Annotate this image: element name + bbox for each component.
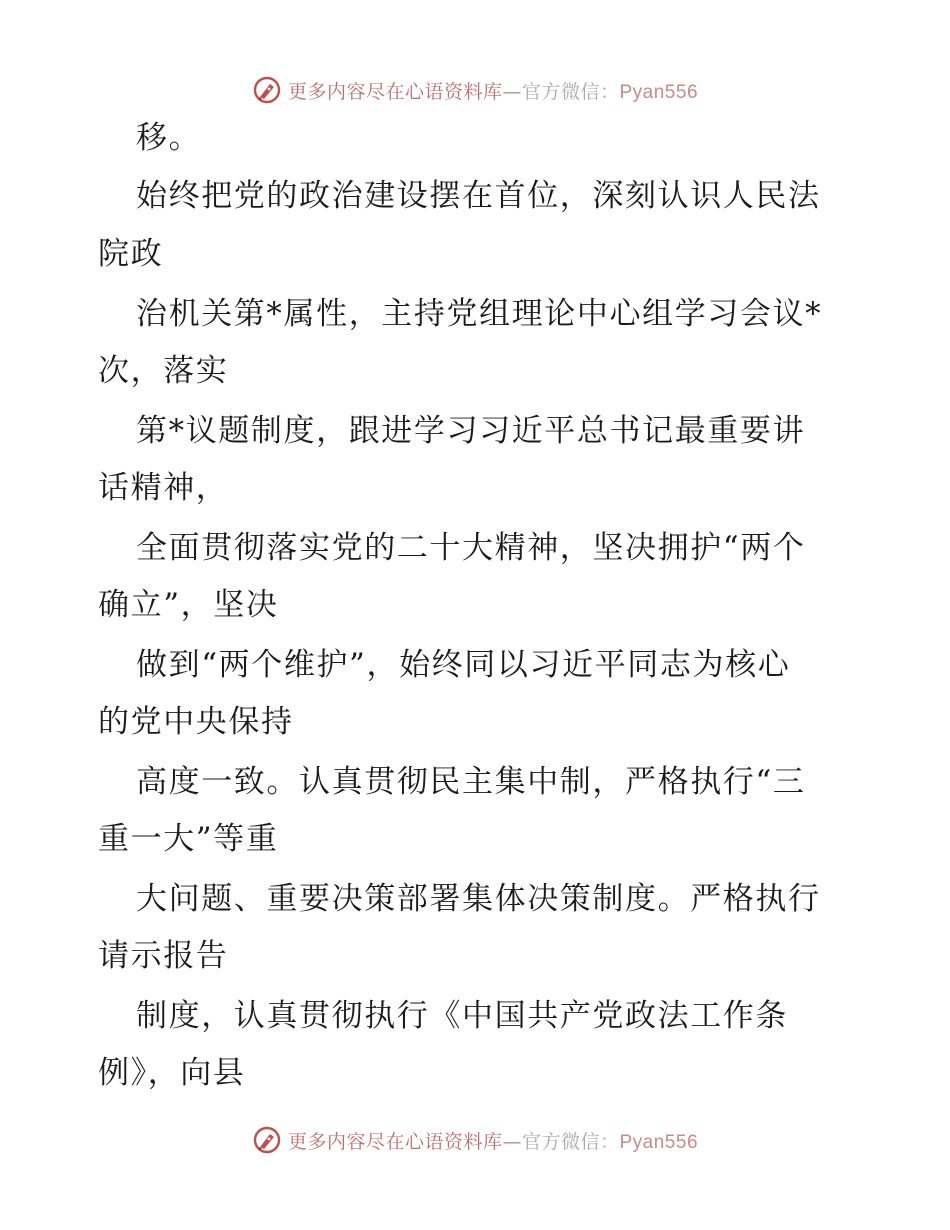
pen-nib-logo-icon <box>252 1125 282 1155</box>
body-line: 制度，认真贯彻执行《中国共产党政法工作条 <box>136 998 788 1034</box>
body-line: 高度一致。认真贯彻民主集中制，严格执行“三 <box>136 764 806 800</box>
body-line: 次，落实 <box>98 353 229 389</box>
footer-watermark <box>0 1120 950 1160</box>
body-line: 治机关第*属性，主持党组理论中心组学习会议* <box>136 296 823 332</box>
body-line: 话精神， <box>98 470 229 506</box>
header-watermark <box>0 70 950 110</box>
watermark-official: 官方微信： <box>521 1130 620 1153</box>
body-line: 做到“两个维护”，始终同以习近平同志为核心 <box>136 647 791 683</box>
body-line: 例》，向县 <box>98 1055 246 1091</box>
body-line: 第*议题制度，跟进学习习近平总书记最重要讲 <box>136 413 806 449</box>
body-line: 院政 <box>98 236 164 272</box>
watermark-separator: — <box>502 80 522 103</box>
watermark-brand: 更多内容尽在心语资料库 <box>287 80 503 103</box>
pen-nib-logo-icon <box>252 75 282 105</box>
body-line: 确立”，坚决 <box>98 587 279 623</box>
body-line: 移。 <box>136 120 202 156</box>
body-line: 大问题、重要决策部署集体决策制度。严格执行 <box>136 881 821 917</box>
watermark-id: Pyan556 <box>619 81 699 103</box>
body-line: 的党中央保持 <box>98 704 294 740</box>
watermark-official: 官方微信： <box>521 80 620 103</box>
body-line: 全面贯彻落实党的二十大精神，坚决拥护“两个 <box>136 530 806 566</box>
watermark-separator: — <box>502 1130 522 1153</box>
watermark-id: Pyan556 <box>619 1131 699 1153</box>
body-line: 始终把党的政治建设摆在首位，深刻认识人民法 <box>136 178 821 214</box>
watermark-brand: 更多内容尽在心语资料库 <box>287 1130 503 1153</box>
body-line: 重一大”等重 <box>98 821 279 857</box>
body-line: 请示报告 <box>98 938 229 974</box>
